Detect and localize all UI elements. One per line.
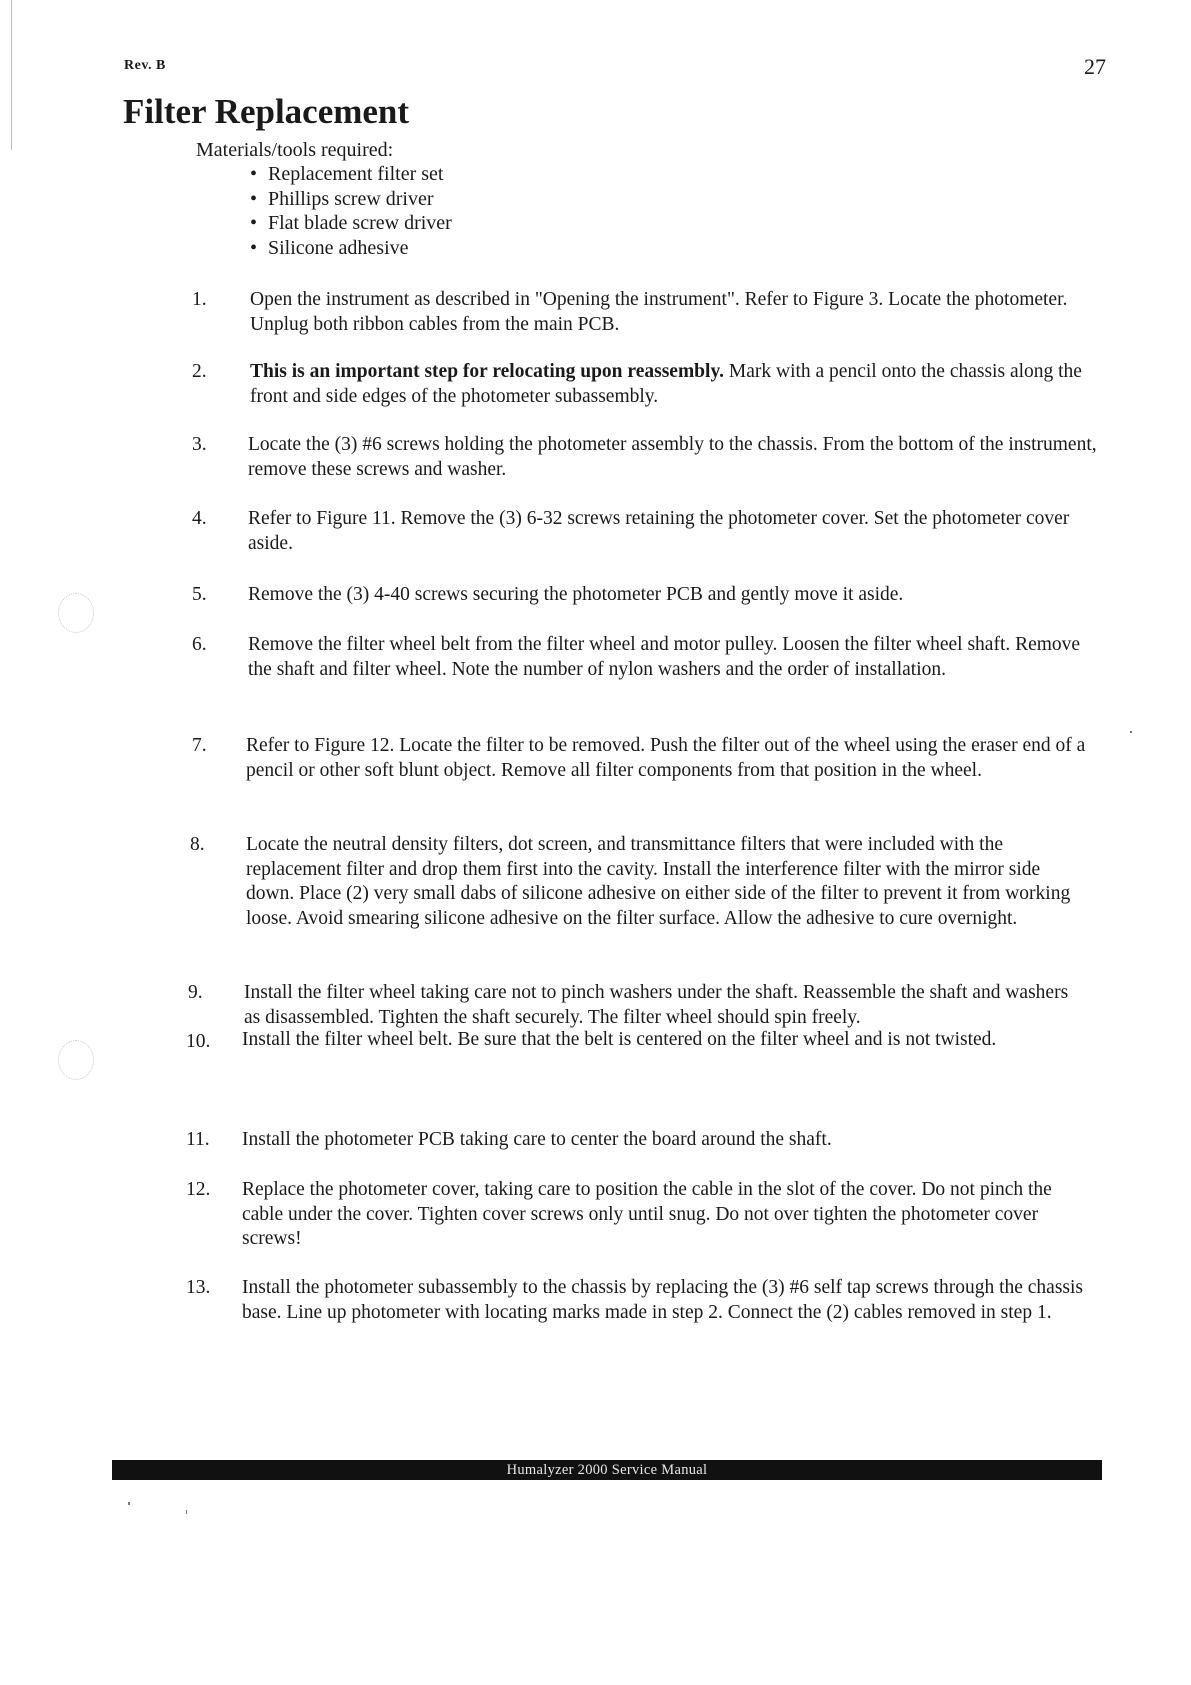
step-text: Mark with a pencil onto the chassis along the front and side edges of the photometer subassembly. [250,361,1082,407]
step-number: 13. [186,1277,211,1298]
list-item: • Replacement filter set [250,163,444,185]
step-number: 12. [186,1179,211,1200]
scan-speck [1130,731,1132,733]
step-number: 1. [192,289,207,310]
step-text: Locate the (3) #6 screws holding the photometer assembly to the chassis. From the bottom of the instrument, remove these screws and washer. [248,434,1097,480]
materials-list [196,162,452,260]
step-text: Install the filter wheel taking care not to pinch washers under the shaft. Reassemble the shaft and washers as disassembled. Tighten the shaft securely. The filter wheel should spin freely. [244,982,1069,1028]
scan-speck [186,1510,187,1514]
list-item: • Silicone adhesive [250,236,409,259]
footer-bar [112,1460,1102,1480]
step-text: Refer to Figure 12. Locate the filter to be removed. Push the filter out of the wheel using the eraser end of a pencil or other soft blunt object. Remove all filter components from that position in the wheel. [246,735,1086,781]
step-number: 10. [186,1031,211,1052]
revision-label: Rev. B [124,58,166,73]
step-number: 9. [188,982,203,1003]
step-number: 6. [192,634,207,655]
list-item: • Flat blade screw driver [250,212,452,234]
step-text: Replace the photometer cover, taking care to position the cable in the slot of the cover. Do not pinch the cable under the cover. Tighten cover screws only until snug. Do not over tighten the photometer cover screws! [242,1179,1052,1249]
step-number: 4. [192,508,207,529]
list-item: • Phillips screw driver [250,187,434,210]
binder-hole-mark [58,593,94,633]
step-text: Locate the neutral density filters, dot screen, and transmittance filters that were included with the replacement filter and drop them first into the cavity. Install the interference filter with the mirror side down. Place (2) very small dabs of silicone adhesive on either side of the filter to prevent it from working loose. Avoid smearing silicone adhesive on the filter surface. Allow the adhesive to cure overnight. [246,834,1071,929]
step-text: Install the filter wheel belt. Be sure that the belt is centered on the filter wheel and is not twisted. [242,1029,997,1050]
step-emphasis: This is an important step for relocating upon reassembly. [250,361,724,382]
step-number: 7. [192,735,207,756]
scan-speck [128,1502,130,1505]
page-edge-rule [11,0,12,150]
bullet-icon: • [250,187,258,210]
step-text: Install the photometer PCB taking care to center the board around the shaft. [242,1129,832,1150]
materials-section [196,138,452,260]
bullet-icon: • [250,212,258,234]
step-text: Open the instrument as described in "Opening the instrument". Refer to Figure 3. Locate the photometer. Unplug both ribbon cables from the main PCB. [250,289,1068,335]
materials-heading: Materials/tools required: [196,139,394,161]
step-text: Install the photometer subassembly to the chassis by replacing the (3) #6 self tap screws through the chassis base. Line up photometer with locating marks made in step 2. Connect the (2) cables removed in step 1. [242,1277,1084,1323]
page-title: Filter Replacement [123,92,410,131]
step-text: Remove the filter wheel belt from the filter wheel and motor pulley. Loosen the filter wheel shaft. Remove the shaft and filter wheel. Note the number of nylon washers and the order of installation. [248,634,1081,680]
step-text: Refer to Figure 11. Remove the (3) 6-32 screws retaining the photometer cover. Set the photometer cover aside. [248,508,1070,554]
step-number: 2. [192,361,207,382]
binder-hole-mark [58,1040,94,1080]
step-number: 5. [192,584,207,605]
page-number: 27 [1084,54,1106,79]
step-number: 11. [186,1129,210,1150]
bullet-icon: • [250,236,258,259]
step-text: Remove the (3) 4-40 screws securing the photometer PCB and gently move it aside. [248,584,904,605]
step-number: 3. [192,434,207,455]
footer-title: Humalyzer 2000 Service Manual [506,1462,708,1478]
step-number: 8. [190,834,205,855]
bullet-icon: • [250,163,258,185]
